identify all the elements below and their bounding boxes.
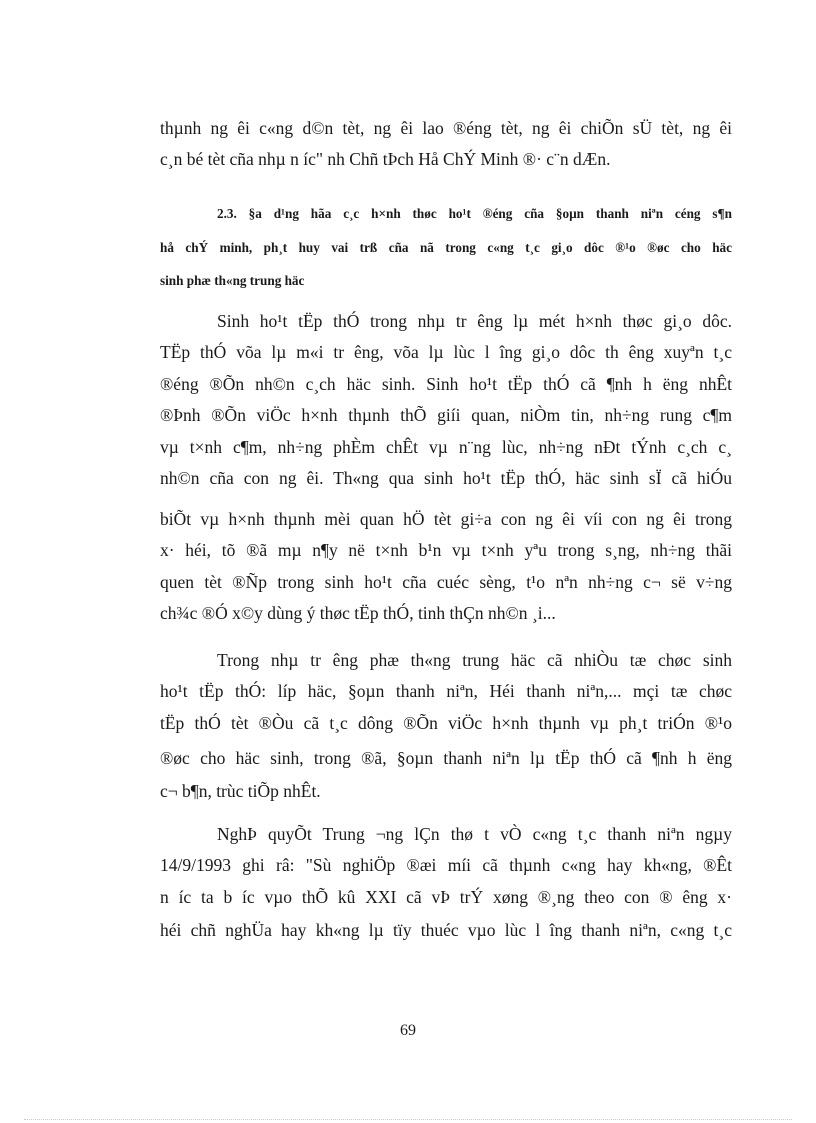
text-line: thµnh ng êi c«ng d©n tèt, ng êi lao ®éng tèt, ng êi chiÕn sÜ tèt, ng êi xyxy=(160,118,732,138)
text-line: 14/9/1993 ghi râ: "Sù nghiÖp ®æi míi cã thµnh c«ng hay kh«ng, ®Êt xyxy=(160,855,732,875)
text-line: tËp thÓ tèt ®Òu cã t¸c dông ®Õn viÖc h×nh thµnh vµ ph¸t triÓn ®¹o xyxy=(160,713,732,733)
text-line: ch¾c ®Ó x©y dùng ý thøc tËp thÓ, tinh thÇn nh©n ¸i... xyxy=(160,603,556,623)
text-line: c¸n bé tèt cña nhµ n íc" nh Chñ tÞch Hå ChÝ Minh ®· c¨n dÆn. xyxy=(160,149,611,169)
text-line: ®øc cho häc sinh, trong ®ã, §oµn thanh niªn lµ tËp thÓ cã ¶nh h ëng xyxy=(160,748,732,768)
text-line: Sinh ho¹t tËp thÓ trong nhµ tr êng lµ mét h×nh thøc gi¸o dôc. xyxy=(217,311,732,331)
text-line: c¬ b¶n, trùc tiÕp nhÊt. xyxy=(160,781,321,801)
section-heading: sinh phæ th«ng trung häc xyxy=(160,273,305,288)
section-heading: 2.3. §a d¹ng hãa c¸c h×nh thøc ho¹t ®éng cña §oµn thanh niªn céng s¶n xyxy=(217,206,732,221)
text-line: n íc ta b íc vµo thÕ kû XXI cã vÞ trÝ xøng ®¸ng theo con ® êng x· xyxy=(160,887,732,907)
text-line: ®éng ®Õn nh©n c¸ch häc sinh. Sinh ho¹t tËp thÓ cã ¶nh h ëng nhÊt xyxy=(160,374,732,394)
section-heading: hå chÝ minh, ph¸t huy vai trß cña nã trong c«ng t¸c gi¸o dôc ®¹o ®øc cho häc xyxy=(160,240,732,255)
text-line: NghÞ quyÕt Trung ¬ng lÇn thø t vÒ c«ng t¸c thanh niªn ngµy xyxy=(217,824,732,844)
text-line: vµ t×nh c¶m, nh÷ng phÈm chÊt vµ n¨ng lùc, nh÷ng nÐt tÝnh c¸ch c¸ xyxy=(160,437,732,457)
text-line: ®Þnh ®Õn viÖc h×nh thµnh thÕ giíi quan, niÒm tin, nh÷ng rung c¶m xyxy=(160,405,732,425)
text-line: biÕt vµ h×nh thµnh mèi quan hÖ tèt gi÷a con ng êi víi con ng êi trong xyxy=(160,509,732,529)
text-line: TËp thÓ võa lµ m«i tr êng, võa lµ lùc l îng gi¸o dôc th êng xuyªn t¸c xyxy=(160,342,732,362)
page-bottom-border xyxy=(24,1119,792,1120)
text-line: héi chñ nghÜa hay kh«ng lµ tïy thuéc vµo lùc l îng thanh niªn, c«ng t¸c xyxy=(160,920,732,940)
text-line: quen tèt ®Ñp trong sinh ho¹t cña cuéc sèng, t¹o nªn nh÷ng c¬ së v÷ng xyxy=(160,572,732,592)
text-line: x· héi, tõ ®ã mµ n¶y në t×nh b¹n vµ t×nh yªu trong s¸ng, nh÷ng thãi xyxy=(160,540,732,560)
text-line: nh©n cña con ng êi. Th«ng qua sinh ho¹t tËp thÓ, häc sinh sÏ cã hiÓu xyxy=(160,468,732,488)
text-line: ho¹t tËp thÓ: líp häc, §oµn thanh niªn, Héi thanh niªn,... mçi tæ chøc xyxy=(160,681,732,701)
page-number: 69 xyxy=(400,1022,416,1039)
text-line: Trong nhµ tr êng phæ th«ng trung häc cã nhiÒu tæ chøc sinh xyxy=(217,650,732,670)
